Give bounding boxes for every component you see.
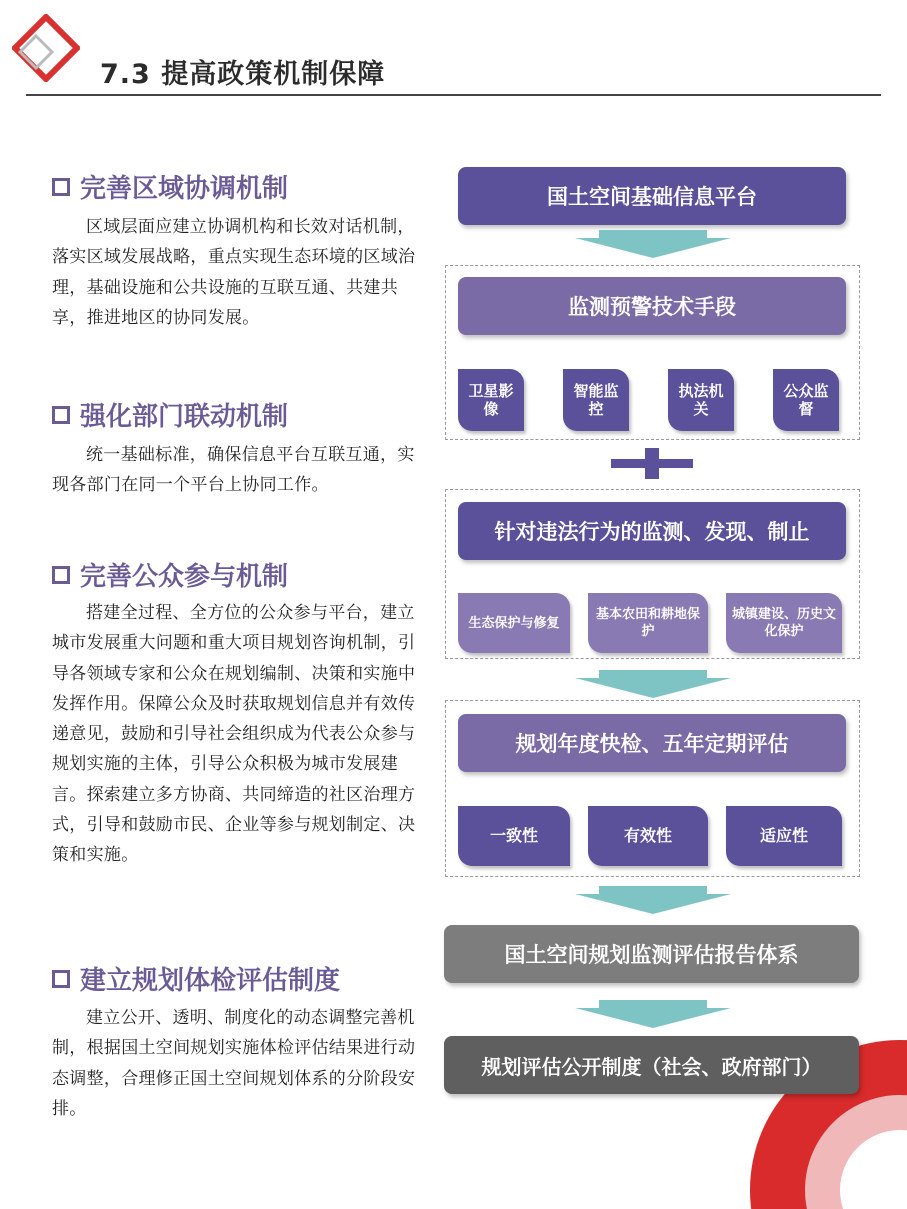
violation-title-box: 针对违法行为的监测、发现、制止	[458, 502, 846, 560]
section-body-evaluation: 建立公开、透明、制度化的动态调整完善机制，根据国土空间规划实施体检评估结果进行动态调整，合理修正国土空间规划体系的分阶段安排。	[52, 1008, 416, 1119]
monitor-item-enforcement: 执法机关	[668, 369, 734, 431]
header-divider	[26, 94, 881, 96]
platform-box: 国土空间基础信息平台	[458, 167, 846, 225]
section-title-department: 强化部门联动机制	[52, 396, 288, 433]
down-arrow-icon	[575, 230, 731, 258]
violation-item-farmland: 基本农田和耕地保护	[588, 593, 708, 653]
violation-item-urban: 城镇建设、历史文化保护	[726, 593, 842, 653]
evaluation-item-adaptability: 适应性	[726, 806, 842, 866]
down-arrow-icon	[575, 670, 731, 698]
evaluation-item-consistency: 一致性	[458, 806, 570, 866]
monitor-item-smart: 智能监控	[563, 369, 629, 431]
checkbox-square-icon	[52, 970, 70, 988]
violation-item-ecology: 生态保护与修复	[458, 593, 570, 653]
page-title: 7.3 提高政策机制保障	[100, 59, 386, 90]
evaluation-item-effectiveness: 有效性	[588, 806, 708, 866]
disclosure-system-box: 规划评估公开制度（社会、政府部门）	[444, 1036, 859, 1094]
evaluation-title-box: 规划年度快检、五年定期评估	[458, 714, 846, 772]
section-body-department: 统一基础标准，确保信息平台互联互通，实现各部门在同一个平台上协同工作。	[52, 445, 415, 496]
section-title-public: 完善公众参与机制	[52, 556, 288, 593]
monitor-item-satellite: 卫星影像	[458, 369, 524, 431]
down-arrow-icon	[575, 1000, 731, 1028]
checkbox-square-icon	[52, 566, 70, 584]
monitor-item-public: 公众监督	[773, 369, 839, 431]
section-body-public: 搭建全过程、全方位的公众参与平台，建立城市发展重大问题和重大项目规划咨询机制，引导各领域专家和公众在规划编制、决策和实施中发挥作用。保障公众及时获取规划信息并有效传递意见，鼓励和引导社会组织成为代表公众参与规划实施的主体，引导公众积极为城市发展建言。探索建立多方协商、共同缔造的社区治理方式，引导和鼓励市民、企业等参与规划制定、决策和实施。	[52, 603, 416, 866]
section-title-regional: 完善区域协调机制	[52, 168, 288, 205]
checkbox-square-icon	[52, 406, 70, 424]
monitor-title-box: 监测预警技术手段	[458, 277, 846, 335]
report-system-box: 国土空间规划监测评估报告体系	[444, 925, 859, 983]
down-arrow-icon	[575, 886, 731, 914]
section-body-regional: 区域层面应建立协调机构和长效对话机制，落实区域发展战略，重点实现生态环境的区域治理，基础设施和公共设施的互联互通、共建共享，推进地区的协同发展。	[52, 217, 416, 328]
checkbox-square-icon	[52, 178, 70, 196]
section-title-evaluation: 建立规划体检评估制度	[52, 960, 340, 997]
plus-icon-vertical	[645, 448, 659, 479]
diamond-logo-icon	[12, 14, 80, 82]
